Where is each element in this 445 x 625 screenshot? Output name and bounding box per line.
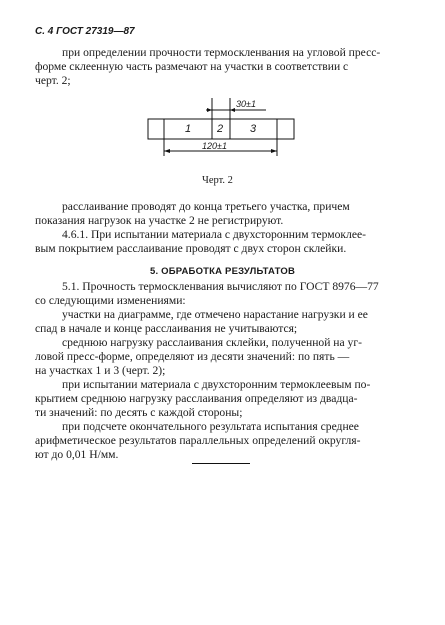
body-line: ют до 0,01 Н/мм. — [35, 448, 119, 461]
body-line: арифметическое результатов параллельных определений округля- — [35, 434, 361, 447]
dimension-small-label: 30±1 — [236, 99, 256, 109]
section-label-1: 1 — [185, 123, 192, 135]
arrowhead — [164, 149, 170, 153]
body-line: участки на диаграмме, где отмечено нарастание нагрузки и ее — [62, 308, 368, 321]
body-line: вым покрытием расслаивание проводят с двух сторон склейки. — [35, 242, 347, 255]
body-line: спад в начале и конце расслаивания не учитываются; — [35, 322, 298, 335]
section-heading: 5. ОБРАБОТКА РЕЗУЛЬТАТОВ — [150, 266, 296, 277]
end-divider — [192, 463, 250, 464]
body-line: на участках 1 и 3 (черт. 2); — [35, 364, 166, 377]
dimension-large-label: 120±1 — [202, 141, 227, 151]
body-line: крытием среднюю нагрузку расслаивания определяют из двадца- — [35, 392, 358, 405]
arrowhead — [230, 108, 235, 112]
body-line: показания нагрузок на участке 2 не регистрируют. — [35, 214, 284, 227]
body-line: ловой пресс-форме, определяют из десяти значений: по пять — — [35, 350, 350, 363]
section-label-3: 3 — [250, 123, 257, 135]
section-label-2: 2 — [217, 123, 224, 135]
body-line: со следующими изменениями: — [35, 294, 186, 307]
page-header: С. 4 ГОСТ 27319—87 — [35, 26, 135, 37]
body-line: при определении прочности термоскленвания на угловой пресс- — [62, 46, 381, 59]
body-line: ти значений: по десять с каждой стороны; — [35, 406, 243, 419]
body-line: 4.6.1. При испытании материала с двухсторонним термоклее- — [62, 228, 366, 241]
arrowhead — [271, 149, 277, 153]
arrowhead — [207, 108, 212, 112]
body-line: среднюю нагрузку расслаивания склейки, полученной на уг- — [62, 336, 362, 349]
body-line: форме склеенную часть размечают на участки в соответствии с — [35, 60, 349, 73]
body-line: черт. 2; — [35, 74, 71, 87]
body-line: 5.1. Прочность термоскленвания вычисляют по ГОСТ 8976—77 — [62, 280, 379, 293]
figure-caption: Черт. 2 — [202, 175, 233, 186]
body-line: при подсчете окончательного результата испытания среднее — [62, 420, 359, 433]
body-line: расслаивание проводят до конца третьего участка, причем — [62, 200, 350, 213]
body-line: при испытании материала с двухсторонним термоклеевым по- — [62, 378, 371, 391]
